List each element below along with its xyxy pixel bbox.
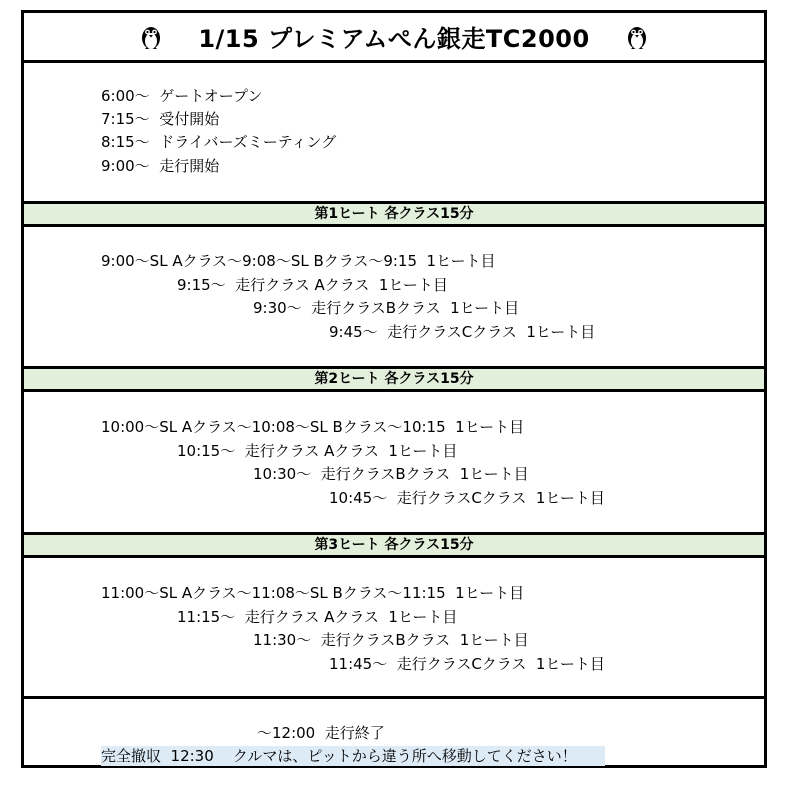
heat-line: 11:15～ 走行クラス Aクラス 1ヒート目 [177,608,458,626]
schedule-item: 9:00～ 走行開始 [101,157,220,175]
schedule-sheet [21,10,767,768]
heat-line: 9:30～ 走行クラスBクラス 1ヒート目 [253,299,520,317]
title-row [24,13,764,63]
section-divider [24,696,764,699]
page-title: 1/15 プレミアムぺん銀走TC2000 [198,25,590,53]
penguin-icon [140,23,162,51]
withdrawal-notice: 完全撤収 12:30 クルマは、ピットから違う所へ移動してください！ [101,746,605,766]
heat-line: 10:45～ 走行クラスCクラス 1ヒート目 [329,489,605,507]
schedule-item: 7:15～ 受付開始 [101,110,220,128]
heat-line: 11:45～ 走行クラスCクラス 1ヒート目 [329,655,605,673]
heat-line: 9:15～ 走行クラス Aクラス 1ヒート目 [177,276,448,294]
heat-header: 第3ヒート 各クラス15分 [24,532,764,558]
heat-header: 第1ヒート 各クラス15分 [24,201,764,227]
heat-line: 9:45～ 走行クラスCクラス 1ヒート目 [329,323,596,341]
heat-line: 10:15～ 走行クラス Aクラス 1ヒート目 [177,442,458,460]
heat-line: 11:30～ 走行クラスBクラス 1ヒート目 [253,631,529,649]
heat-header: 第2ヒート 各クラス15分 [24,366,764,392]
end-time: ～12:00 走行終了 [257,724,385,742]
schedule-item: 8:15～ ドライバーズミーティング [101,133,337,151]
heat-line: 10:30～ 走行クラスBクラス 1ヒート目 [253,465,529,483]
penguin-icon [626,23,648,51]
schedule-item: 6:00～ ゲートオープン [101,87,263,105]
heat-line: 10:00～SL Aクラス～10:08～SL Bクラス～10:15 1ヒート目 [101,418,525,436]
heat-line: 9:00～SL Aクラス～9:08～SL Bクラス～9:15 1ヒート目 [101,252,496,270]
heat-line: 11:00～SL Aクラス～11:08～SL Bクラス～11:15 1ヒート目 [101,584,525,602]
